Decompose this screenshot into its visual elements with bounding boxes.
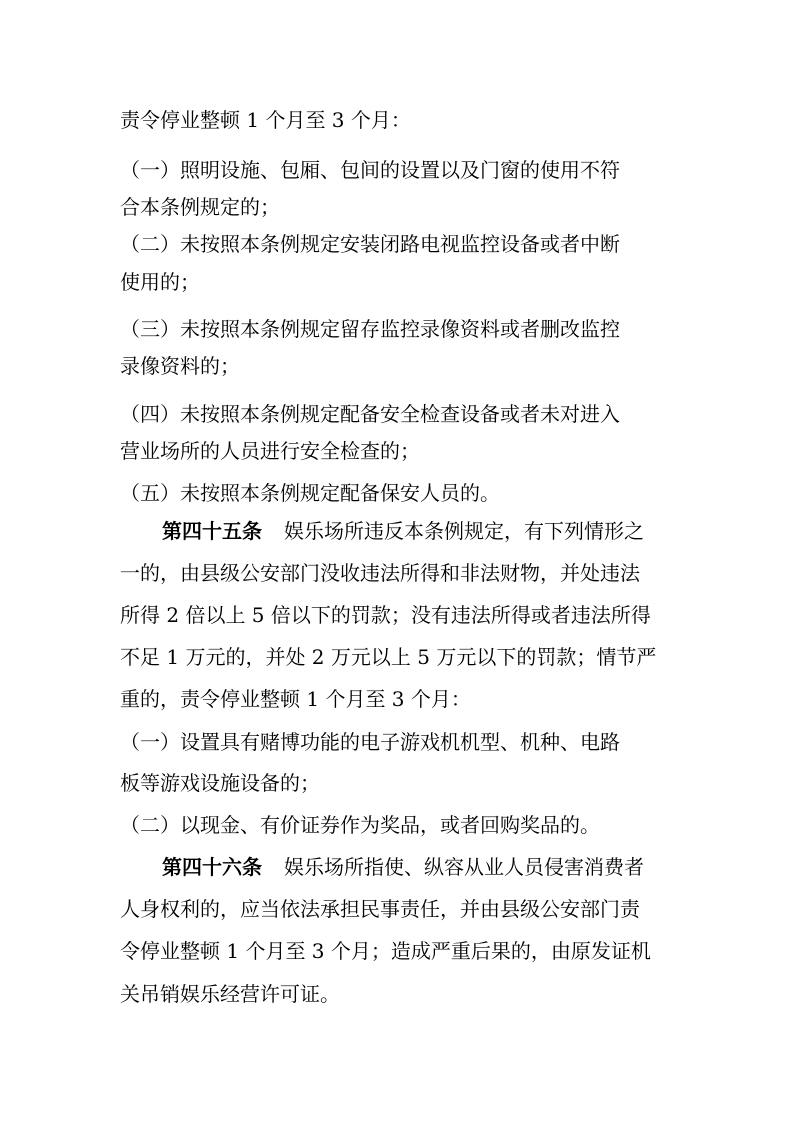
text-line: （二）未按照本条例规定安装闭路电视监控设备或者中断: [120, 232, 620, 256]
text-line: 不足 1 万元的，并处 2 万元以上 5 万元以下的罚款；情节严: [120, 645, 657, 669]
text-line: 人身权利的，应当依法承担民事责任，并由县级公安部门责: [120, 897, 640, 921]
article-45-heading: 第四十五条: [162, 519, 262, 543]
text-line: （二）以现金、有价证券作为奖品，或者回购奖品的。: [120, 813, 600, 837]
text-line: 令停业整顿 1 个月至 3 个月；造成严重后果的，由原发证机: [120, 939, 651, 963]
text-line: 录像资料的；: [120, 354, 240, 378]
text-line: 关吊销娱乐经营许可证。: [120, 982, 340, 1006]
text-line: （三）未按照本条例规定留存监控录像资料或者删改监控: [120, 317, 620, 341]
text-line: （五）未按照本条例规定配备保安人员的。: [120, 481, 500, 505]
text-line: 所得 2 倍以上 5 倍以下的罚款；没有违法所得或者违法所得: [120, 603, 651, 627]
text-line: 使用的；: [120, 270, 200, 294]
text-line: （一）设置具有赌博功能的电子游戏机机型、机种、电路: [120, 730, 620, 754]
text-line: （一）照明设施、包厢、包间的设置以及门窗的使用不符: [120, 158, 620, 182]
text-line: 板等游戏设施设备的；: [120, 771, 320, 795]
article-46-heading: 第四十六条: [162, 855, 262, 879]
text-line: （四）未按照本条例规定配备安全检查设备或者未对进入: [120, 402, 620, 426]
article-46-text: 娱乐场所指使、纵容从业人员侵害消费者: [284, 855, 644, 879]
article-45-line: [162, 519, 644, 543]
text-line: 责令停业整顿 1 个月至 3 个月：: [120, 108, 411, 132]
text-line: 重的，责令停业整顿 1 个月至 3 个月：: [120, 687, 471, 711]
article-46-line: [162, 855, 644, 879]
text-line: 一的，由县级公安部门没收违法所得和非法财物，并处违法: [120, 561, 640, 585]
article-45-text: 娱乐场所违反本条例规定，有下列情形之: [284, 519, 644, 543]
text-line: 合本条例规定的；: [120, 195, 280, 219]
text-line: 营业场所的人员进行安全检查的；: [120, 439, 420, 463]
